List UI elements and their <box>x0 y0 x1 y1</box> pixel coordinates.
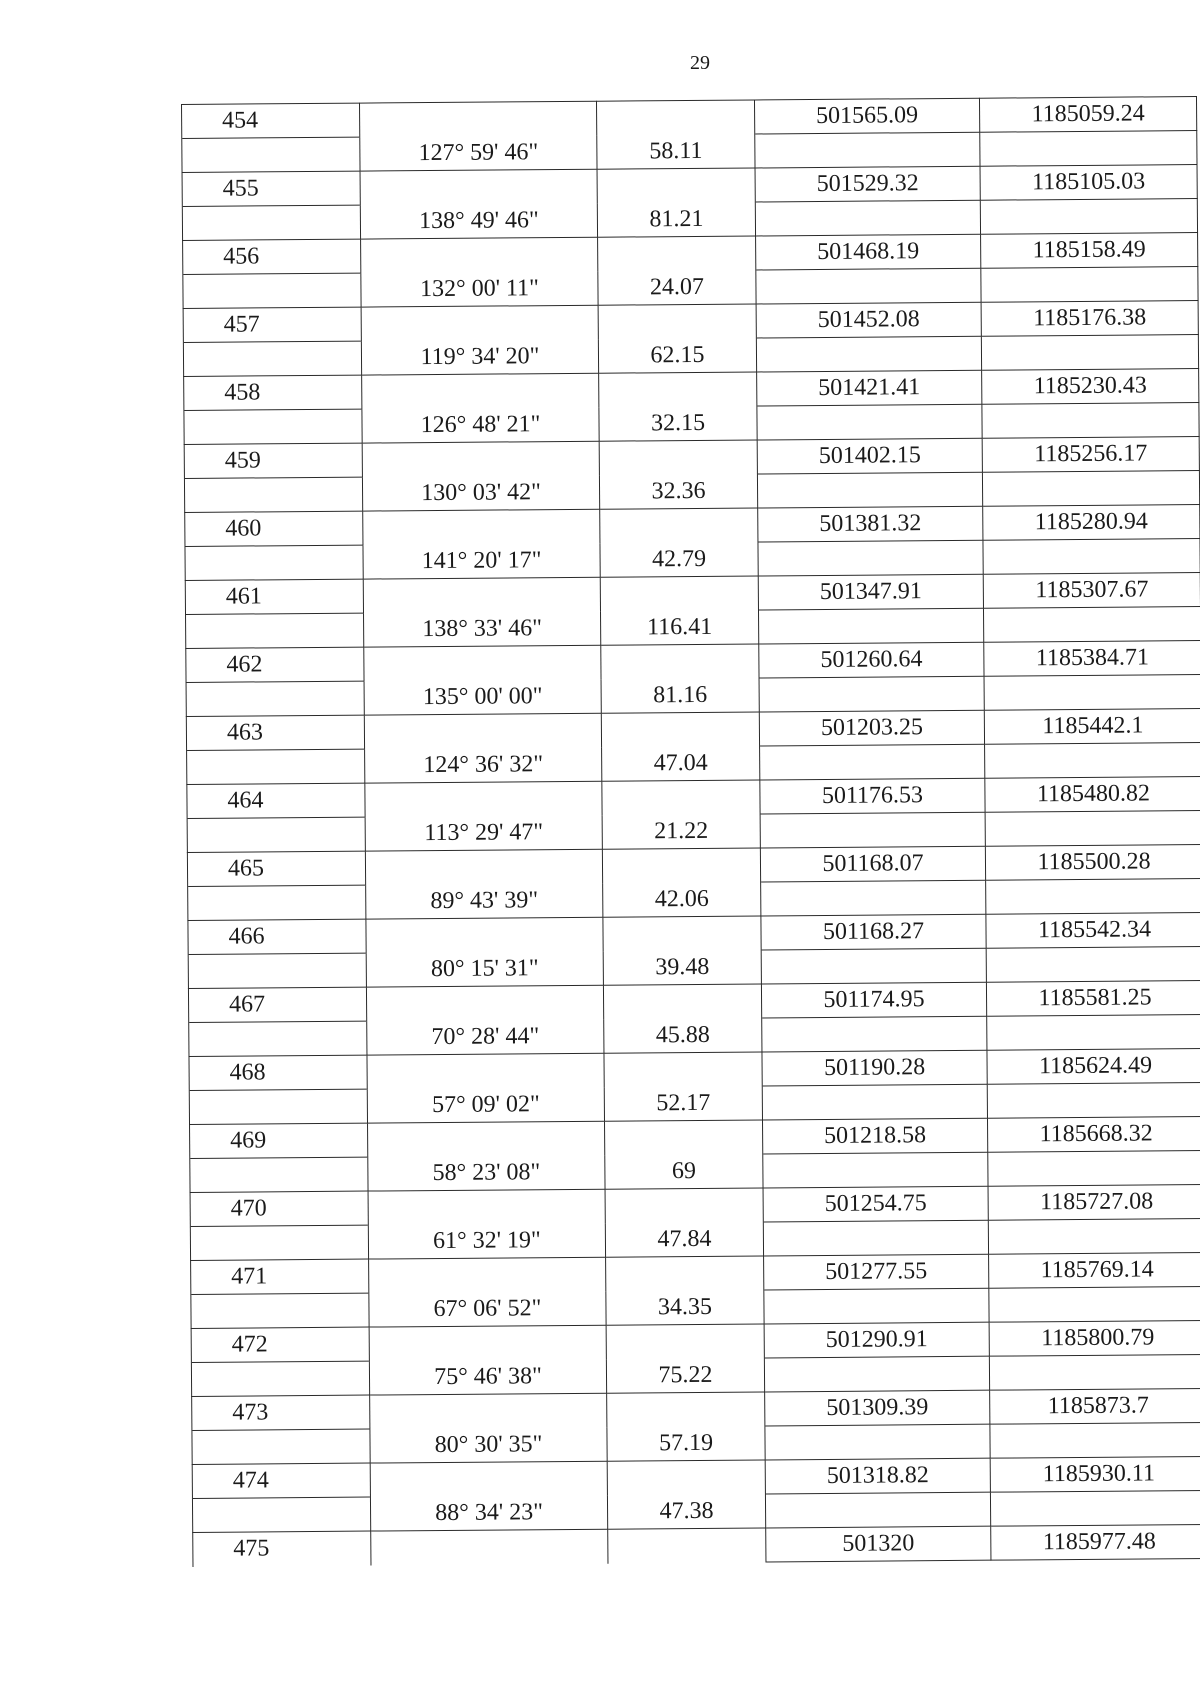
empty-cell <box>983 539 1200 575</box>
easting-value: 1185500.28 <box>985 845 1200 881</box>
empty-cell <box>990 1490 1200 1526</box>
easting-value: 1185930.11 <box>990 1456 1200 1492</box>
empty-cell <box>761 948 986 984</box>
empty-cell <box>360 169 597 205</box>
empty-cell <box>983 607 1200 643</box>
empty-cell <box>598 304 756 339</box>
empty-cell <box>988 1218 1200 1254</box>
bearing-value: 80° 15' 31" <box>366 951 603 987</box>
bearing-value: 124° 36' 32" <box>365 747 602 783</box>
bearing-value: 141° 20' 17" <box>363 543 600 579</box>
empty-cell <box>191 1361 369 1396</box>
station-number: 468 <box>189 1055 367 1090</box>
empty-cell <box>187 749 365 784</box>
empty-cell <box>366 917 603 953</box>
northing-value: 501203.25 <box>759 710 984 746</box>
station-number: 454 <box>182 103 360 138</box>
empty-cell <box>370 1461 607 1497</box>
bearing-value: 126° 48' 21" <box>362 407 599 443</box>
bearing-value: 80° 30' 35" <box>370 1427 607 1463</box>
bearing-value: 138° 33' 46" <box>364 611 601 647</box>
distance-value: 81.21 <box>597 202 755 237</box>
empty-cell <box>760 812 985 848</box>
empty-cell <box>601 644 759 679</box>
station-number: 460 <box>185 511 363 546</box>
empty-cell <box>602 848 760 883</box>
empty-cell <box>761 880 986 916</box>
bearing-value: 75° 46' 38" <box>369 1359 606 1395</box>
northing-value: 501402.15 <box>757 438 982 474</box>
empty-cell <box>985 811 1200 847</box>
easting-value: 1185542.34 <box>986 912 1200 948</box>
empty-cell <box>603 984 761 1019</box>
empty-cell <box>368 1121 605 1157</box>
empty-cell <box>186 681 364 716</box>
empty-cell <box>361 305 598 341</box>
page-number: 29 <box>690 52 710 74</box>
empty-cell <box>607 1392 765 1427</box>
empty-cell <box>371 1529 608 1565</box>
station-number: 458 <box>184 375 362 410</box>
bearing-value: 88° 34' 23" <box>370 1495 607 1531</box>
northing-value: 501190.28 <box>762 1050 987 1086</box>
empty-cell <box>600 508 758 543</box>
empty-cell <box>364 645 601 681</box>
northing-value: 501421.41 <box>757 370 982 406</box>
easting-value: 1185442.1 <box>984 709 1200 745</box>
easting-value: 1185176.38 <box>981 301 1198 337</box>
empty-cell <box>187 817 365 852</box>
northing-value: 501529.32 <box>755 166 980 202</box>
empty-cell <box>370 1393 607 1429</box>
distance-value: 57.19 <box>607 1426 765 1461</box>
empty-cell <box>764 1356 989 1392</box>
distance-value: 58.11 <box>597 134 755 169</box>
easting-value: 1185384.71 <box>984 641 1200 677</box>
empty-cell <box>184 477 362 512</box>
distance-value: 75.22 <box>606 1358 764 1393</box>
empty-cell <box>186 613 364 648</box>
empty-cell <box>604 1052 762 1087</box>
empty-cell <box>361 237 598 273</box>
empty-cell <box>363 509 600 545</box>
bearing-value: 127° 59' 46" <box>360 135 597 171</box>
station-number: 473 <box>192 1395 370 1430</box>
easting-value: 1185769.14 <box>989 1252 1200 1288</box>
empty-cell <box>757 404 982 440</box>
empty-cell <box>188 885 366 920</box>
distance-value: 24.07 <box>598 270 756 305</box>
empty-cell <box>367 1053 604 1089</box>
empty-cell <box>603 916 761 951</box>
empty-cell <box>189 1089 367 1124</box>
empty-cell <box>763 1220 988 1256</box>
station-row <box>193 1524 1200 1566</box>
easting-value: 1185105.03 <box>980 165 1197 201</box>
empty-cell <box>369 1325 606 1361</box>
station-number: 462 <box>186 647 364 682</box>
empty-cell <box>755 132 980 168</box>
distance-value: 116.41 <box>600 610 758 645</box>
empty-cell <box>605 1188 763 1223</box>
distance-value: 62.15 <box>598 338 756 373</box>
easting-value: 1185581.25 <box>986 980 1200 1016</box>
empty-cell <box>982 471 1199 507</box>
empty-cell <box>191 1293 369 1328</box>
empty-cell <box>608 1528 766 1563</box>
empty-cell <box>606 1256 764 1291</box>
northing-value: 501347.91 <box>758 574 983 610</box>
easting-value: 1185230.43 <box>982 369 1199 405</box>
empty-cell <box>184 409 362 444</box>
easting-value: 1185873.7 <box>990 1388 1200 1424</box>
empty-cell <box>758 608 983 644</box>
empty-cell <box>366 985 603 1021</box>
empty-cell <box>602 780 760 815</box>
empty-cell <box>185 545 363 580</box>
northing-value: 501381.32 <box>758 506 983 542</box>
empty-cell <box>183 341 361 376</box>
northing-value: 501452.08 <box>756 302 981 338</box>
empty-cell <box>183 273 361 308</box>
distance-value: 32.36 <box>599 474 757 509</box>
bearing-value: 89° 43' 39" <box>366 883 603 919</box>
empty-cell <box>597 168 755 203</box>
station-number: 472 <box>191 1327 369 1362</box>
empty-cell <box>755 200 980 236</box>
bearing-value: 130° 03' 42" <box>362 475 599 511</box>
distance-value: 47.84 <box>605 1222 763 1257</box>
bearing-value: 61° 32' 19" <box>368 1223 605 1259</box>
empty-cell <box>765 1492 990 1528</box>
easting-value: 1185800.79 <box>989 1320 1200 1356</box>
empty-cell <box>363 577 600 613</box>
distance-value: 32.15 <box>599 406 757 441</box>
distance-value: 52.17 <box>604 1086 762 1121</box>
distance-value: 42.79 <box>600 542 758 577</box>
empty-cell <box>762 1084 987 1120</box>
empty-cell <box>981 267 1198 303</box>
distance-value: 47.04 <box>602 746 760 781</box>
empty-cell <box>760 744 985 780</box>
empty-cell <box>190 1157 368 1192</box>
station-number: 466 <box>188 919 366 954</box>
bearing-value: 57° 09' 02" <box>367 1087 604 1123</box>
distance-value: 39.48 <box>603 950 761 985</box>
station-number: 455 <box>182 171 360 206</box>
northing-value: 501254.75 <box>763 1186 988 1222</box>
empty-cell <box>764 1288 989 1324</box>
bearing-value: 70° 28' 44" <box>367 1019 604 1055</box>
empty-cell <box>762 1016 987 1052</box>
station-number: 475 <box>193 1531 371 1566</box>
bearing-value: 135° 00' 00" <box>364 679 601 715</box>
northing-value: 501174.95 <box>761 982 986 1018</box>
northing-value: 501168.27 <box>761 914 986 950</box>
northing-value: 501277.55 <box>764 1254 989 1290</box>
distance-value: 45.88 <box>604 1018 762 1053</box>
northing-value: 501468.19 <box>756 234 981 270</box>
northing-value: 501168.07 <box>760 846 985 882</box>
empty-cell <box>980 199 1197 235</box>
empty-cell <box>601 712 759 747</box>
empty-cell <box>765 1424 990 1460</box>
empty-cell <box>188 953 366 988</box>
empty-cell <box>365 781 602 817</box>
empty-cell <box>606 1324 764 1359</box>
northing-value: 501290.91 <box>764 1322 989 1358</box>
northing-value: 501565.09 <box>754 98 979 134</box>
empty-cell <box>763 1152 988 1188</box>
station-number: 461 <box>185 579 363 614</box>
easting-value: 1185668.32 <box>987 1116 1200 1152</box>
easting-value: 1185256.17 <box>982 437 1199 473</box>
empty-cell <box>182 205 360 240</box>
empty-cell <box>984 675 1200 711</box>
station-number: 470 <box>190 1191 368 1226</box>
easting-value: 1185059.24 <box>979 97 1196 133</box>
empty-cell <box>989 1354 1200 1390</box>
empty-cell <box>600 576 758 611</box>
easting-value: 1185727.08 <box>988 1184 1200 1220</box>
empty-cell <box>759 676 984 712</box>
bearing-value: 58° 23' 08" <box>368 1155 605 1191</box>
empty-cell <box>364 713 601 749</box>
station-number: 469 <box>190 1123 368 1158</box>
survey-coordinates-table <box>181 96 1200 1567</box>
empty-cell <box>986 879 1200 915</box>
bearing-value: 132° 00' 11" <box>361 271 598 307</box>
empty-cell <box>981 335 1198 371</box>
easting-value: 1185280.94 <box>983 505 1200 541</box>
empty-cell <box>987 1014 1200 1050</box>
empty-cell <box>607 1460 765 1495</box>
easting-value: 1185158.49 <box>981 233 1198 269</box>
station-number: 467 <box>188 987 366 1022</box>
empty-cell <box>182 137 360 172</box>
northing-value: 501309.39 <box>765 1390 990 1426</box>
empty-cell <box>189 1021 367 1056</box>
empty-cell <box>605 1120 763 1155</box>
bearing-value: 138° 49' 46" <box>360 203 597 239</box>
empty-cell <box>987 1082 1200 1118</box>
empty-cell <box>599 440 757 475</box>
empty-cell <box>986 946 1200 982</box>
distance-value: 21.22 <box>602 814 760 849</box>
empty-cell <box>756 336 981 372</box>
empty-cell <box>369 1257 606 1293</box>
distance-value: 34.35 <box>606 1290 764 1325</box>
station-number: 465 <box>187 851 365 886</box>
empty-cell <box>990 1422 1200 1458</box>
distance-value: 42.06 <box>603 882 761 917</box>
empty-cell <box>359 101 596 137</box>
northing-value: 501320 <box>766 1526 991 1562</box>
empty-cell <box>756 268 981 304</box>
empty-cell <box>190 1225 368 1260</box>
empty-cell <box>988 1150 1200 1186</box>
station-number: 474 <box>192 1463 370 1498</box>
empty-cell <box>362 373 599 409</box>
bearing-value: 119° 34' 20" <box>361 339 598 375</box>
northing-value: 501218.58 <box>762 1118 987 1154</box>
easting-value: 1185977.48 <box>991 1524 1200 1560</box>
easting-value: 1185480.82 <box>985 777 1200 813</box>
empty-cell <box>982 403 1199 439</box>
empty-cell <box>599 372 757 407</box>
empty-cell <box>757 472 982 508</box>
empty-cell <box>598 236 756 271</box>
northing-value: 501260.64 <box>759 642 984 678</box>
empty-cell <box>758 540 983 576</box>
station-number: 463 <box>186 715 364 750</box>
empty-cell <box>989 1286 1200 1322</box>
easting-value: 1185307.67 <box>983 573 1200 609</box>
empty-cell <box>368 1189 605 1225</box>
empty-cell <box>980 131 1197 167</box>
bearing-value: 113° 29' 47" <box>365 815 602 851</box>
northing-value: 501176.53 <box>760 778 985 814</box>
station-number: 471 <box>191 1259 369 1294</box>
station-number: 459 <box>184 443 362 478</box>
easting-value: 1185624.49 <box>987 1048 1200 1084</box>
bearing-value: 67° 06' 52" <box>369 1291 606 1327</box>
distance-value: 81.16 <box>601 678 759 713</box>
table-body <box>182 97 1200 1567</box>
station-number: 456 <box>183 239 361 274</box>
distance-value: 69 <box>605 1154 763 1189</box>
empty-cell <box>192 1497 370 1532</box>
station-number: 464 <box>187 783 365 818</box>
distance-value: 47.38 <box>607 1494 765 1529</box>
empty-cell <box>365 849 602 885</box>
station-number: 457 <box>183 307 361 342</box>
empty-cell <box>985 743 1200 779</box>
empty-cell <box>192 1429 370 1464</box>
northing-value: 501318.82 <box>765 1458 990 1494</box>
empty-cell <box>362 441 599 477</box>
empty-cell <box>596 100 754 135</box>
